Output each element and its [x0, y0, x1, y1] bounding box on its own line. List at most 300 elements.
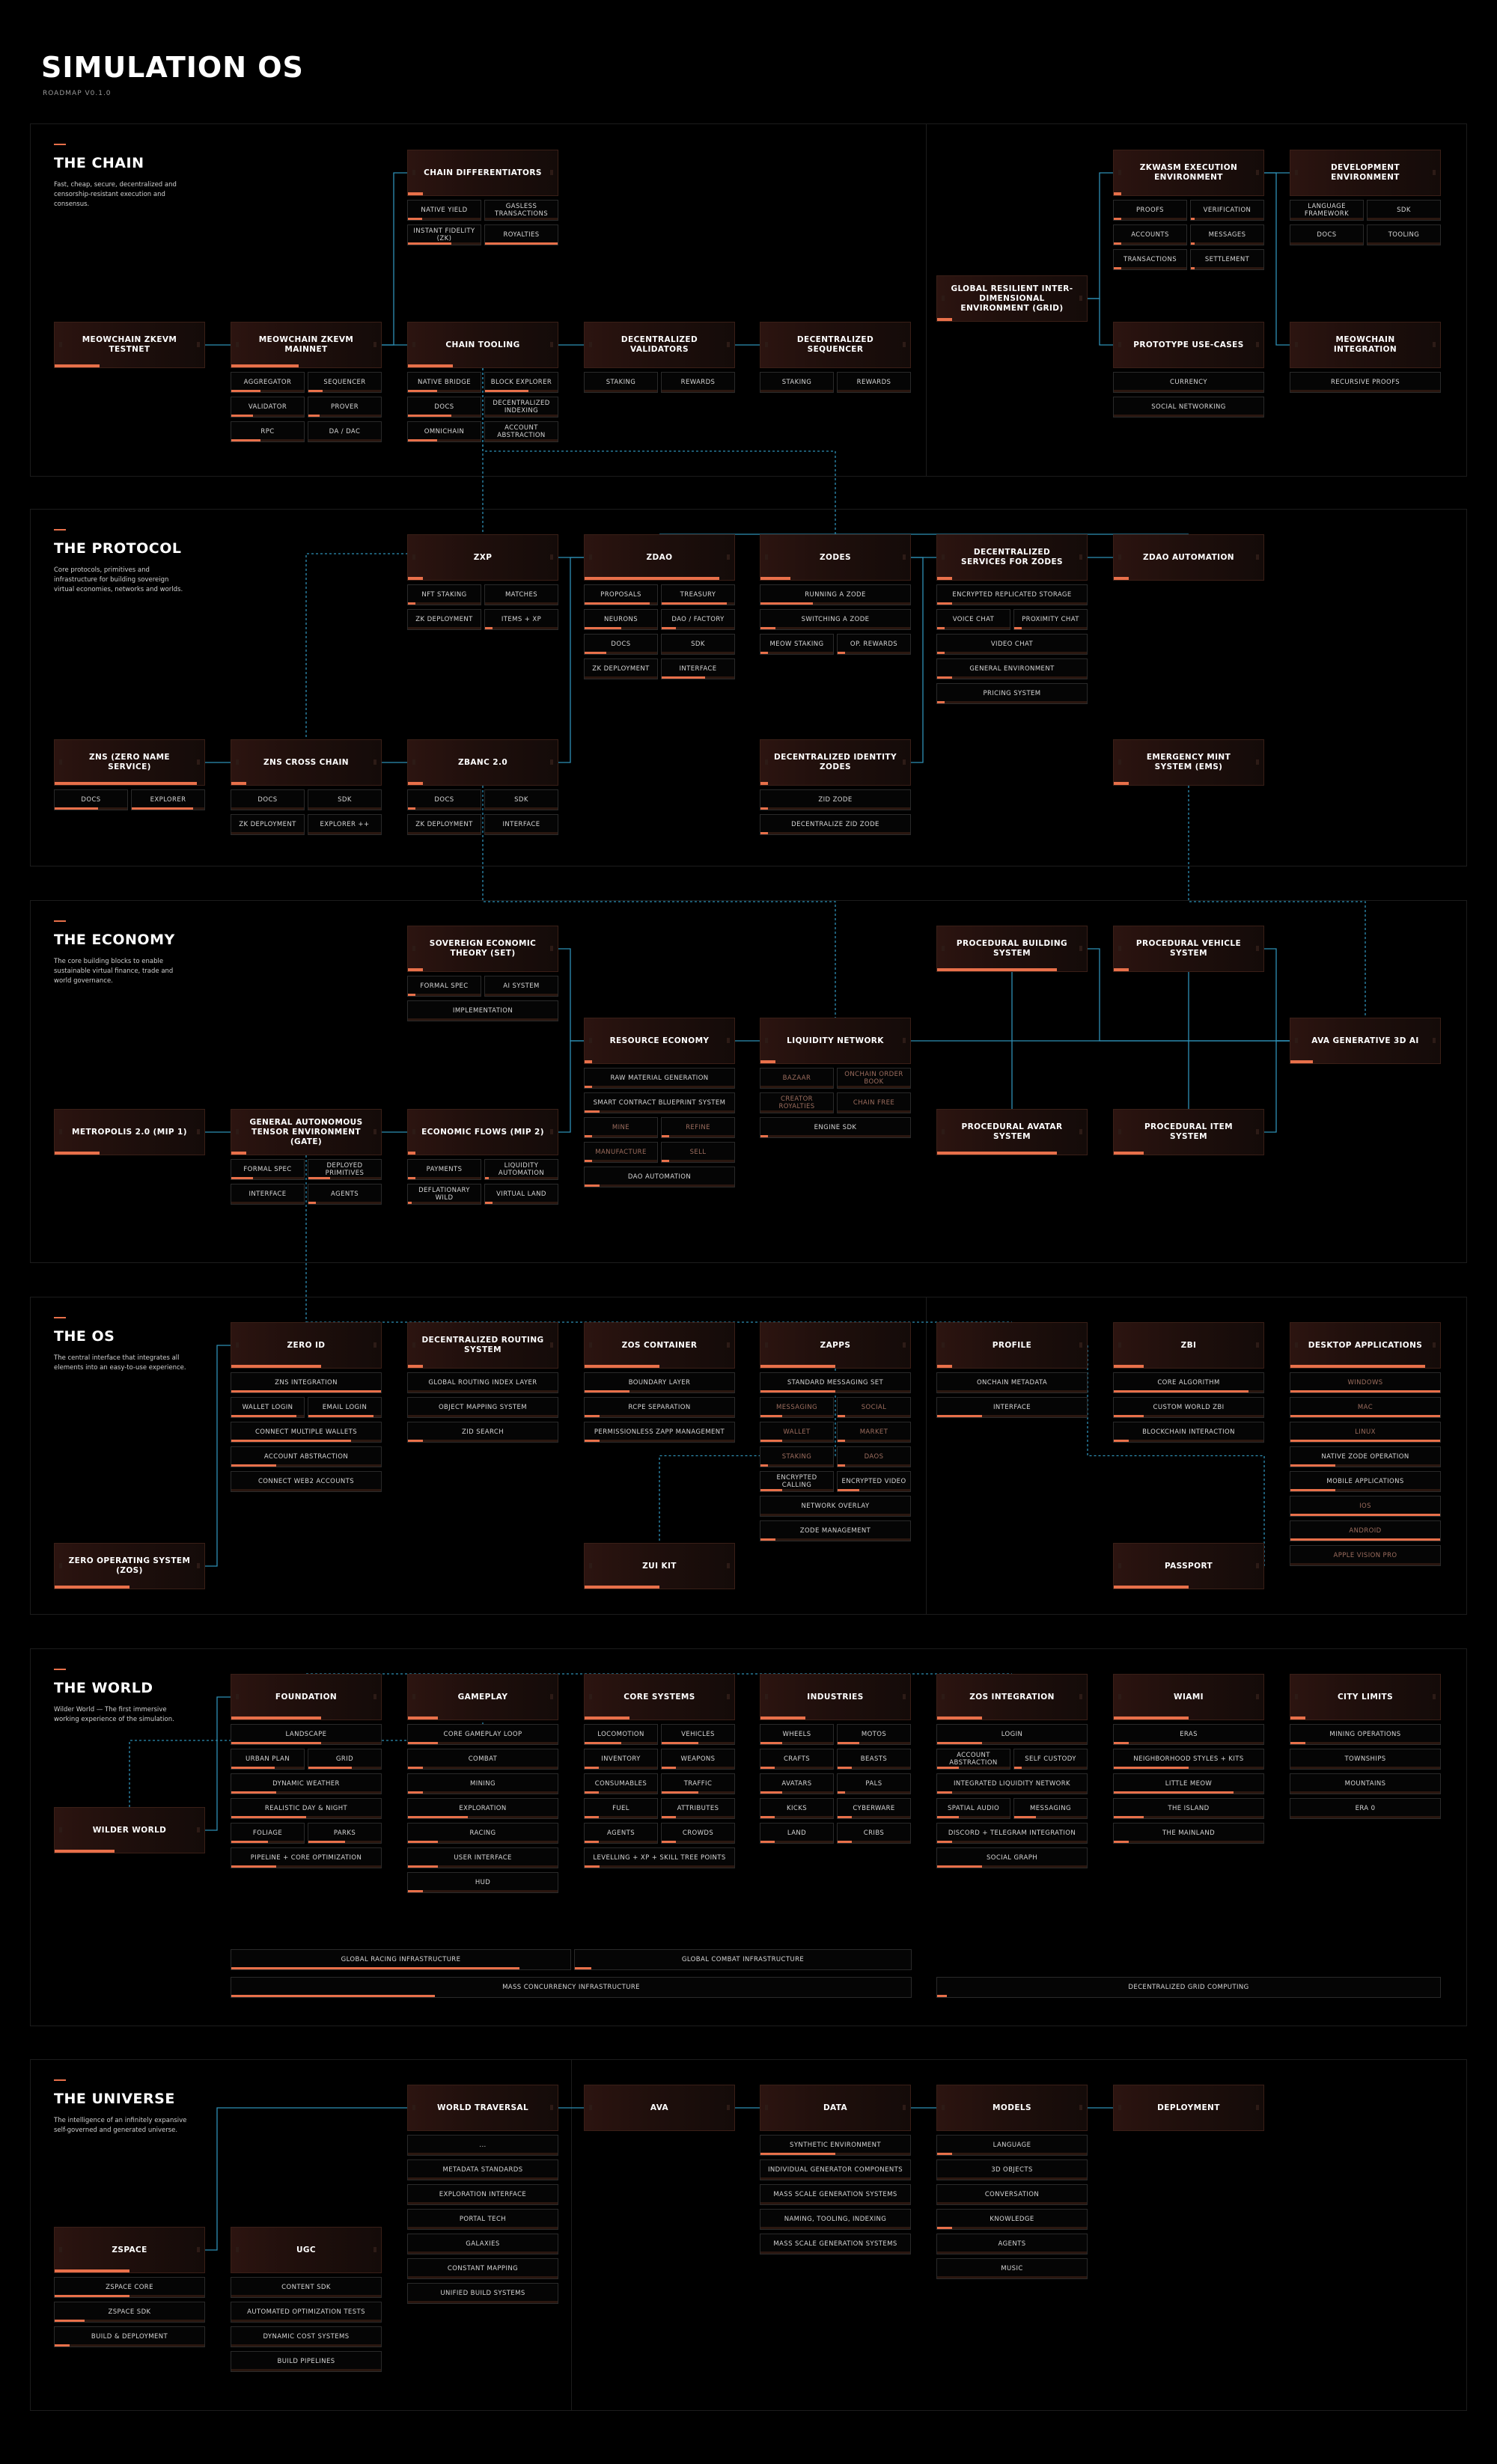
node-ava[interactable] [584, 2085, 735, 2131]
node-header[interactable] [760, 1674, 911, 1720]
task-chip[interactable] [837, 1397, 911, 1418]
task-chip[interactable] [231, 421, 305, 442]
node-models[interactable] [936, 2085, 1088, 2279]
task-chip[interactable] [760, 2135, 911, 2156]
node-header[interactable] [936, 275, 1088, 322]
task-chip[interactable] [231, 1773, 382, 1794]
task-chip[interactable] [231, 789, 305, 810]
task-chip[interactable] [1190, 249, 1264, 270]
task-chip[interactable] [231, 372, 305, 393]
task-chip[interactable] [231, 1823, 305, 1844]
node-header[interactable] [936, 926, 1088, 972]
task-chip[interactable] [308, 789, 382, 810]
task-chip[interactable] [584, 1724, 658, 1745]
node-dec-services[interactable] [936, 534, 1088, 704]
task-chip[interactable] [1367, 200, 1441, 221]
node-header[interactable] [584, 1543, 735, 1589]
task-chip[interactable] [1113, 1773, 1264, 1794]
task-chip[interactable] [484, 224, 558, 245]
node-header[interactable] [1290, 1674, 1441, 1720]
task-chip[interactable] [407, 1372, 558, 1393]
task-chip[interactable] [936, 1847, 1088, 1868]
node-header[interactable] [54, 2227, 205, 2273]
node-header[interactable] [407, 1674, 558, 1720]
task-chip[interactable] [407, 2159, 558, 2180]
node-zkwasm[interactable] [1113, 150, 1264, 270]
task-chip[interactable] [584, 609, 658, 630]
task-chip[interactable] [584, 1749, 658, 1770]
task-chip[interactable] [1113, 200, 1187, 221]
node-header[interactable] [584, 1674, 735, 1720]
task-chip[interactable] [308, 814, 382, 835]
task-chip[interactable] [1113, 372, 1264, 393]
task-chip[interactable] [1290, 1471, 1441, 1492]
node-econ-flows[interactable] [407, 1109, 558, 1205]
task-chip[interactable] [936, 609, 1010, 630]
task-chip[interactable] [407, 584, 481, 605]
task-chip[interactable] [837, 1422, 911, 1443]
node-header[interactable] [231, 322, 382, 368]
task-chip[interactable] [54, 789, 128, 810]
task-chip[interactable] [661, 609, 735, 630]
task-chip[interactable] [936, 2234, 1088, 2254]
node-header[interactable] [407, 322, 558, 368]
task-chip[interactable] [760, 2184, 911, 2205]
node-zero-id[interactable] [231, 1322, 382, 1492]
task-chip[interactable] [407, 397, 481, 418]
task-chip[interactable] [584, 1422, 735, 1443]
task-chip[interactable] [936, 2209, 1088, 2230]
task-chip[interactable] [837, 1749, 911, 1770]
task-chip[interactable] [661, 1798, 735, 1819]
task-chip[interactable] [584, 1773, 658, 1794]
node-header[interactable] [54, 1807, 205, 1853]
task-chip[interactable] [661, 584, 735, 605]
task-chip[interactable] [1113, 1823, 1264, 1844]
task-chip[interactable] [837, 1823, 911, 1844]
task-chip[interactable] [231, 1847, 382, 1868]
task-chip[interactable] [584, 1847, 735, 1868]
task-chip[interactable] [231, 2326, 382, 2347]
task-chip[interactable] [837, 1471, 911, 1492]
task-chip[interactable] [1290, 372, 1441, 393]
task-chip[interactable] [1290, 1798, 1441, 1819]
node-header[interactable] [231, 1322, 382, 1369]
task-chip[interactable] [407, 1000, 558, 1021]
task-chip[interactable] [1290, 1520, 1441, 1541]
task-chip[interactable] [584, 1117, 658, 1138]
node-metropolis[interactable] [54, 1109, 205, 1155]
task-chip[interactable] [936, 1372, 1088, 1393]
task-chip[interactable] [131, 789, 205, 810]
task-chip[interactable] [936, 1773, 1088, 1794]
node-header[interactable] [1113, 1674, 1264, 1720]
task-chip[interactable] [936, 1397, 1088, 1418]
task-chip[interactable] [308, 372, 382, 393]
task-chip[interactable] [584, 1397, 735, 1418]
task-chip[interactable] [407, 200, 481, 221]
task-chip[interactable] [584, 658, 658, 679]
task-chip[interactable] [1013, 1798, 1088, 1819]
task-chip[interactable] [584, 1798, 658, 1819]
task-chip[interactable] [1290, 1545, 1441, 1566]
task-chip[interactable] [661, 1724, 735, 1745]
node-header[interactable] [407, 739, 558, 786]
task-chip[interactable] [760, 789, 911, 810]
task-chip[interactable] [407, 224, 481, 245]
task-chip[interactable] [231, 1749, 305, 1770]
task-chip[interactable] [308, 397, 382, 418]
task-chip[interactable] [760, 1496, 911, 1517]
node-header[interactable] [760, 1322, 911, 1369]
node-header[interactable] [760, 322, 911, 368]
task-chip[interactable] [54, 2326, 205, 2347]
task-chip[interactable] [1113, 1372, 1264, 1393]
node-zbi[interactable] [1113, 1322, 1264, 1443]
node-header[interactable] [584, 2085, 735, 2131]
task-chip[interactable] [837, 1773, 911, 1794]
task-chip[interactable] [936, 2135, 1088, 2156]
task-chip[interactable] [936, 683, 1088, 704]
task-chip[interactable] [760, 372, 834, 393]
node-meowchain-integration[interactable] [1290, 322, 1441, 393]
node-header[interactable] [936, 2085, 1088, 2131]
task-chip[interactable] [837, 372, 911, 393]
node-header[interactable] [760, 534, 911, 581]
task-chip[interactable] [760, 1520, 911, 1541]
task-chip[interactable] [484, 814, 558, 835]
node-profile[interactable] [936, 1322, 1088, 1418]
task-chip[interactable] [231, 1159, 305, 1180]
task-chip[interactable] [484, 789, 558, 810]
node-proc-item[interactable] [1113, 1109, 1264, 1155]
node-gameplay[interactable] [407, 1674, 558, 1893]
node-zos-integration[interactable] [936, 1674, 1088, 1868]
task-chip[interactable] [308, 1823, 382, 1844]
task-chip[interactable] [837, 1446, 911, 1467]
node-header[interactable] [936, 1322, 1088, 1369]
node-deployment[interactable] [1113, 2085, 1264, 2131]
node-header[interactable] [407, 2085, 558, 2131]
node-header[interactable] [231, 1109, 382, 1155]
task-chip[interactable] [584, 372, 658, 393]
node-header[interactable] [584, 534, 735, 581]
task-chip[interactable] [661, 1117, 735, 1138]
node-header[interactable] [407, 926, 558, 972]
task-chip[interactable] [231, 2277, 382, 2298]
node-header[interactable] [1113, 2085, 1264, 2131]
task-chip[interactable] [1113, 1798, 1264, 1819]
task-chip[interactable] [1013, 609, 1088, 630]
task-chip[interactable] [407, 1159, 481, 1180]
task-chip[interactable] [1290, 1446, 1441, 1467]
task-chip[interactable] [661, 1749, 735, 1770]
task-chip[interactable] [231, 1422, 382, 1443]
node-header[interactable] [1113, 1543, 1264, 1589]
infra-bar-global-racing[interactable] [231, 1949, 571, 1970]
task-chip[interactable] [760, 1068, 834, 1089]
node-set[interactable] [407, 926, 558, 1021]
task-chip[interactable] [936, 1798, 1010, 1819]
task-chip[interactable] [407, 1724, 558, 1745]
node-resource-economy[interactable] [584, 1018, 735, 1187]
task-chip[interactable] [407, 2283, 558, 2304]
node-dev-env[interactable] [1290, 150, 1441, 245]
task-chip[interactable] [407, 2258, 558, 2279]
node-data[interactable] [760, 2085, 911, 2254]
task-chip[interactable] [1113, 224, 1187, 245]
node-header[interactable] [54, 322, 205, 368]
task-chip[interactable] [407, 372, 481, 393]
task-chip[interactable] [1290, 1397, 1441, 1418]
node-header[interactable] [231, 2227, 382, 2273]
task-chip[interactable] [484, 609, 558, 630]
task-chip[interactable] [407, 2135, 558, 2156]
node-header[interactable] [1113, 739, 1264, 786]
node-header[interactable] [1113, 1322, 1264, 1369]
task-chip[interactable] [936, 1823, 1088, 1844]
task-chip[interactable] [1290, 200, 1364, 221]
task-chip[interactable] [936, 1749, 1010, 1770]
task-chip[interactable] [760, 1092, 834, 1113]
task-chip[interactable] [1013, 1749, 1088, 1770]
task-chip[interactable] [760, 1798, 834, 1819]
task-chip[interactable] [407, 1847, 558, 1868]
task-chip[interactable] [407, 2209, 558, 2230]
task-chip[interactable] [484, 397, 558, 418]
task-chip[interactable] [407, 976, 481, 997]
node-header[interactable] [936, 1674, 1088, 1720]
task-chip[interactable] [231, 397, 305, 418]
node-zodes[interactable] [760, 534, 911, 655]
task-chip[interactable] [484, 421, 558, 442]
node-header[interactable] [407, 150, 558, 196]
task-chip[interactable] [407, 1184, 481, 1205]
task-chip[interactable] [1190, 200, 1264, 221]
node-routing[interactable] [407, 1322, 558, 1443]
node-zos[interactable] [54, 1543, 205, 1589]
task-chip[interactable] [231, 1724, 382, 1745]
node-header[interactable] [1290, 1018, 1441, 1064]
task-chip[interactable] [584, 1092, 735, 1113]
node-zos-container[interactable] [584, 1322, 735, 1443]
task-chip[interactable] [407, 421, 481, 442]
task-chip[interactable] [760, 609, 911, 630]
node-meowchain-testnet[interactable] [54, 322, 205, 368]
task-chip[interactable] [760, 2159, 911, 2180]
task-chip[interactable] [407, 609, 481, 630]
task-chip[interactable] [308, 1159, 382, 1180]
task-chip[interactable] [760, 634, 834, 655]
node-wilder-world[interactable] [54, 1807, 205, 1853]
task-chip[interactable] [760, 1372, 911, 1393]
task-chip[interactable] [661, 658, 735, 679]
node-header[interactable] [231, 739, 382, 786]
node-dec-validators[interactable] [584, 322, 735, 393]
node-city-limits[interactable] [1290, 1674, 1441, 1819]
task-chip[interactable] [484, 372, 558, 393]
task-chip[interactable] [1367, 224, 1441, 245]
node-header[interactable] [1290, 322, 1441, 368]
task-chip[interactable] [760, 1117, 911, 1138]
node-header[interactable] [1113, 926, 1264, 972]
node-header[interactable] [407, 1322, 558, 1369]
task-chip[interactable] [760, 1471, 834, 1492]
node-zns[interactable] [54, 739, 205, 810]
task-chip[interactable] [407, 1798, 558, 1819]
infra-bar-grid-computing[interactable] [936, 1977, 1441, 1998]
node-header[interactable] [1113, 1109, 1264, 1155]
node-gate[interactable] [231, 1109, 382, 1205]
task-chip[interactable] [407, 1422, 558, 1443]
node-zapps[interactable] [760, 1322, 911, 1541]
node-zdao-automation[interactable] [1113, 534, 1264, 581]
task-chip[interactable] [760, 1823, 834, 1844]
node-proc-building[interactable] [936, 926, 1088, 972]
task-chip[interactable] [1290, 1496, 1441, 1517]
node-header[interactable] [936, 534, 1088, 581]
node-header[interactable] [54, 739, 205, 786]
task-chip[interactable] [1190, 224, 1264, 245]
node-header[interactable] [407, 534, 558, 581]
task-chip[interactable] [1290, 1749, 1441, 1770]
node-world-traversal[interactable] [407, 2085, 558, 2304]
node-passport[interactable] [1113, 1543, 1264, 1589]
node-foundation[interactable] [231, 1674, 382, 1868]
task-chip[interactable] [231, 1397, 305, 1418]
task-chip[interactable] [308, 1749, 382, 1770]
task-chip[interactable] [584, 1823, 658, 1844]
node-header[interactable] [1113, 534, 1264, 581]
task-chip[interactable] [1113, 1724, 1264, 1745]
node-zui[interactable] [584, 1543, 735, 1589]
task-chip[interactable] [308, 1184, 382, 1205]
node-header[interactable] [1113, 322, 1264, 368]
task-chip[interactable] [760, 2209, 911, 2230]
task-chip[interactable] [584, 584, 658, 605]
task-chip[interactable] [1113, 397, 1264, 418]
task-chip[interactable] [661, 1773, 735, 1794]
node-core-systems[interactable] [584, 1674, 735, 1868]
task-chip[interactable] [308, 1397, 382, 1418]
task-chip[interactable] [1113, 1397, 1264, 1418]
node-header[interactable] [584, 322, 735, 368]
task-chip[interactable] [407, 814, 481, 835]
task-chip[interactable] [584, 1142, 658, 1163]
task-chip[interactable] [760, 1446, 834, 1467]
node-header[interactable] [54, 1543, 205, 1589]
node-prototype[interactable] [1113, 322, 1264, 418]
task-chip[interactable] [661, 1142, 735, 1163]
node-header[interactable] [760, 2085, 911, 2131]
node-header[interactable] [584, 1018, 735, 1064]
node-proc-avatar[interactable] [936, 1109, 1088, 1155]
task-chip[interactable] [231, 1184, 305, 1205]
task-chip[interactable] [936, 658, 1088, 679]
task-chip[interactable] [936, 1724, 1088, 1745]
task-chip[interactable] [484, 976, 558, 997]
node-header[interactable] [936, 1109, 1088, 1155]
task-chip[interactable] [407, 1823, 558, 1844]
node-header[interactable] [54, 1109, 205, 1155]
task-chip[interactable] [760, 1397, 834, 1418]
task-chip[interactable] [1290, 224, 1364, 245]
task-chip[interactable] [584, 1372, 735, 1393]
task-chip[interactable] [407, 1773, 558, 1794]
task-chip[interactable] [1290, 1422, 1441, 1443]
node-industries[interactable] [760, 1674, 911, 1844]
task-chip[interactable] [484, 584, 558, 605]
task-chip[interactable] [1113, 1749, 1264, 1770]
task-chip[interactable] [407, 1397, 558, 1418]
task-chip[interactable] [760, 2234, 911, 2254]
node-header[interactable] [231, 1674, 382, 1720]
task-chip[interactable] [1113, 1422, 1264, 1443]
task-chip[interactable] [231, 1372, 382, 1393]
task-chip[interactable] [231, 814, 305, 835]
node-header[interactable] [760, 739, 911, 786]
node-zspace[interactable] [54, 2227, 205, 2347]
task-chip[interactable] [54, 2302, 205, 2323]
task-chip[interactable] [837, 1068, 911, 1089]
task-chip[interactable] [407, 1872, 558, 1893]
task-chip[interactable] [407, 789, 481, 810]
task-chip[interactable] [231, 1446, 382, 1467]
task-chip[interactable] [231, 1798, 382, 1819]
node-liquidity[interactable] [760, 1018, 911, 1138]
node-zdao[interactable] [584, 534, 735, 679]
node-proc-vehicle[interactable] [1113, 926, 1264, 972]
task-chip[interactable] [1290, 1773, 1441, 1794]
task-chip[interactable] [584, 634, 658, 655]
node-header[interactable] [584, 1322, 735, 1369]
task-chip[interactable] [837, 1724, 911, 1745]
task-chip[interactable] [760, 1724, 834, 1745]
node-ems[interactable] [1113, 739, 1264, 786]
task-chip[interactable] [661, 1823, 735, 1844]
task-chip[interactable] [484, 200, 558, 221]
infra-bar-mass-concurrency[interactable] [231, 1977, 912, 1998]
node-header[interactable] [1290, 1322, 1441, 1369]
task-chip[interactable] [936, 634, 1088, 655]
task-chip[interactable] [837, 1798, 911, 1819]
task-chip[interactable] [837, 1092, 911, 1113]
task-chip[interactable] [484, 1159, 558, 1180]
task-chip[interactable] [661, 634, 735, 655]
task-chip[interactable] [484, 1184, 558, 1205]
node-grid[interactable] [936, 275, 1088, 322]
node-dec-sequencer[interactable] [760, 322, 911, 393]
node-header[interactable] [407, 1109, 558, 1155]
node-meowchain-mainnet[interactable] [231, 322, 382, 442]
task-chip[interactable] [837, 634, 911, 655]
task-chip[interactable] [1290, 1372, 1441, 1393]
node-header[interactable] [760, 1018, 911, 1064]
node-header[interactable] [1113, 150, 1264, 196]
task-chip[interactable] [1113, 249, 1187, 270]
task-chip[interactable] [407, 2184, 558, 2205]
task-chip[interactable] [760, 1422, 834, 1443]
node-header[interactable] [1290, 150, 1441, 196]
task-chip[interactable] [231, 1471, 382, 1492]
task-chip[interactable] [936, 2184, 1088, 2205]
node-wiami[interactable] [1113, 1674, 1264, 1844]
task-chip[interactable] [54, 2277, 205, 2298]
task-chip[interactable] [231, 2351, 382, 2372]
node-zns-cross[interactable] [231, 739, 382, 835]
task-chip[interactable] [231, 2302, 382, 2323]
node-dec-identity[interactable] [760, 739, 911, 835]
